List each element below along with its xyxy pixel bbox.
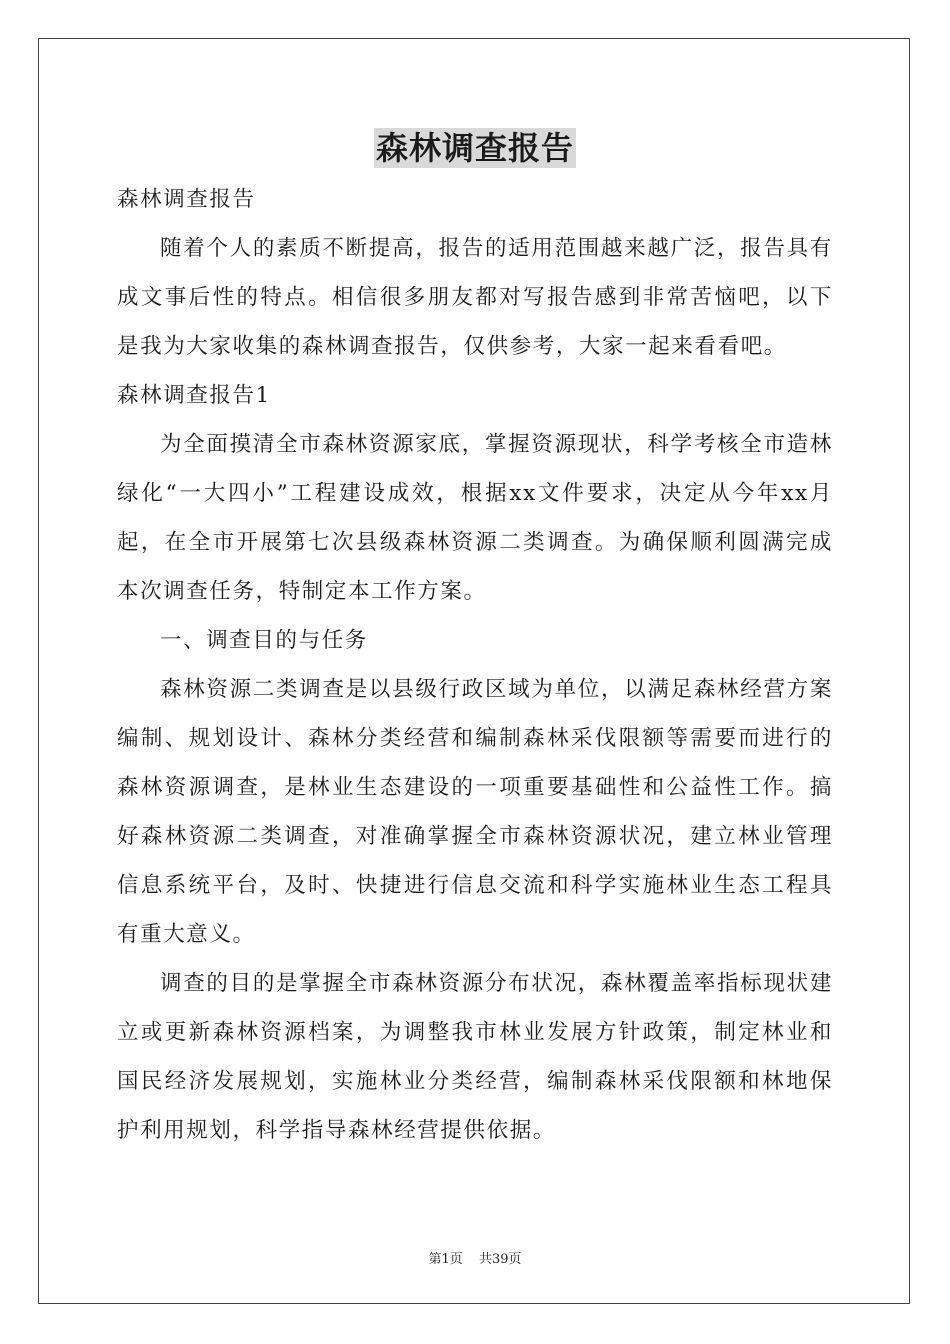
- page-footer: [0, 1248, 950, 1267]
- paragraph: 随着个人的素质不断提高，报告的适用范围越来越广泛，报告具有成文事后性的特点。相信很多朋友都对写报告感到非常苦恼吧，以下是我为大家收集的森林调查报告，仅供参考，大家一起来看看吧。: [117, 236, 833, 359]
- paragraph: 调查的目的是掌握全市森林资源分布状况，森林覆盖率指标现状建立或更新森林资源档案，为调整我市林业发展方针政策，制定林业和国民经济发展规划，实施林业分类经营，编制森林采伐限额和林地保护利用规划，科学指导森林经营提供依据。: [117, 971, 833, 1143]
- section-heading: 森林调查报告1: [117, 383, 271, 408]
- page-number: 第1页: [428, 1252, 463, 1267]
- page-total: 共39页: [478, 1252, 522, 1267]
- title-container: [0, 128, 950, 168]
- paragraph: 森林调查报告: [117, 187, 256, 212]
- document-title: 森林调查报告: [375, 129, 574, 167]
- paragraph: 森林资源二类调查是以县级行政区域为单位，以满足森林经营方案编制、规划设计、森林分类经营和编制森林采伐限额等需要而进行的森林资源调查，是林业生态建设的一项重要基础性和公益性工作。搞好森林资源二类调查，对准确掌握全市森林资源状况，建立林业管理信息系统平台，及时、快捷进行信息交流和科学实施林业生态工程具有重大意义。: [117, 677, 833, 947]
- document-body: [117, 175, 833, 1155]
- subsection-heading: 一、调查目的与任务: [160, 628, 368, 653]
- paragraph: 为全面摸清全市森林资源家底，掌握资源现状，科学考核全市造林绿化“一大四小”工程建设成效，根据xx文件要求，决定从今年xx月起，在全市开展第七次县级森林资源二类调查。为确保顺利圆满完成本次调查任务，特制定本工作方案。: [117, 432, 833, 604]
